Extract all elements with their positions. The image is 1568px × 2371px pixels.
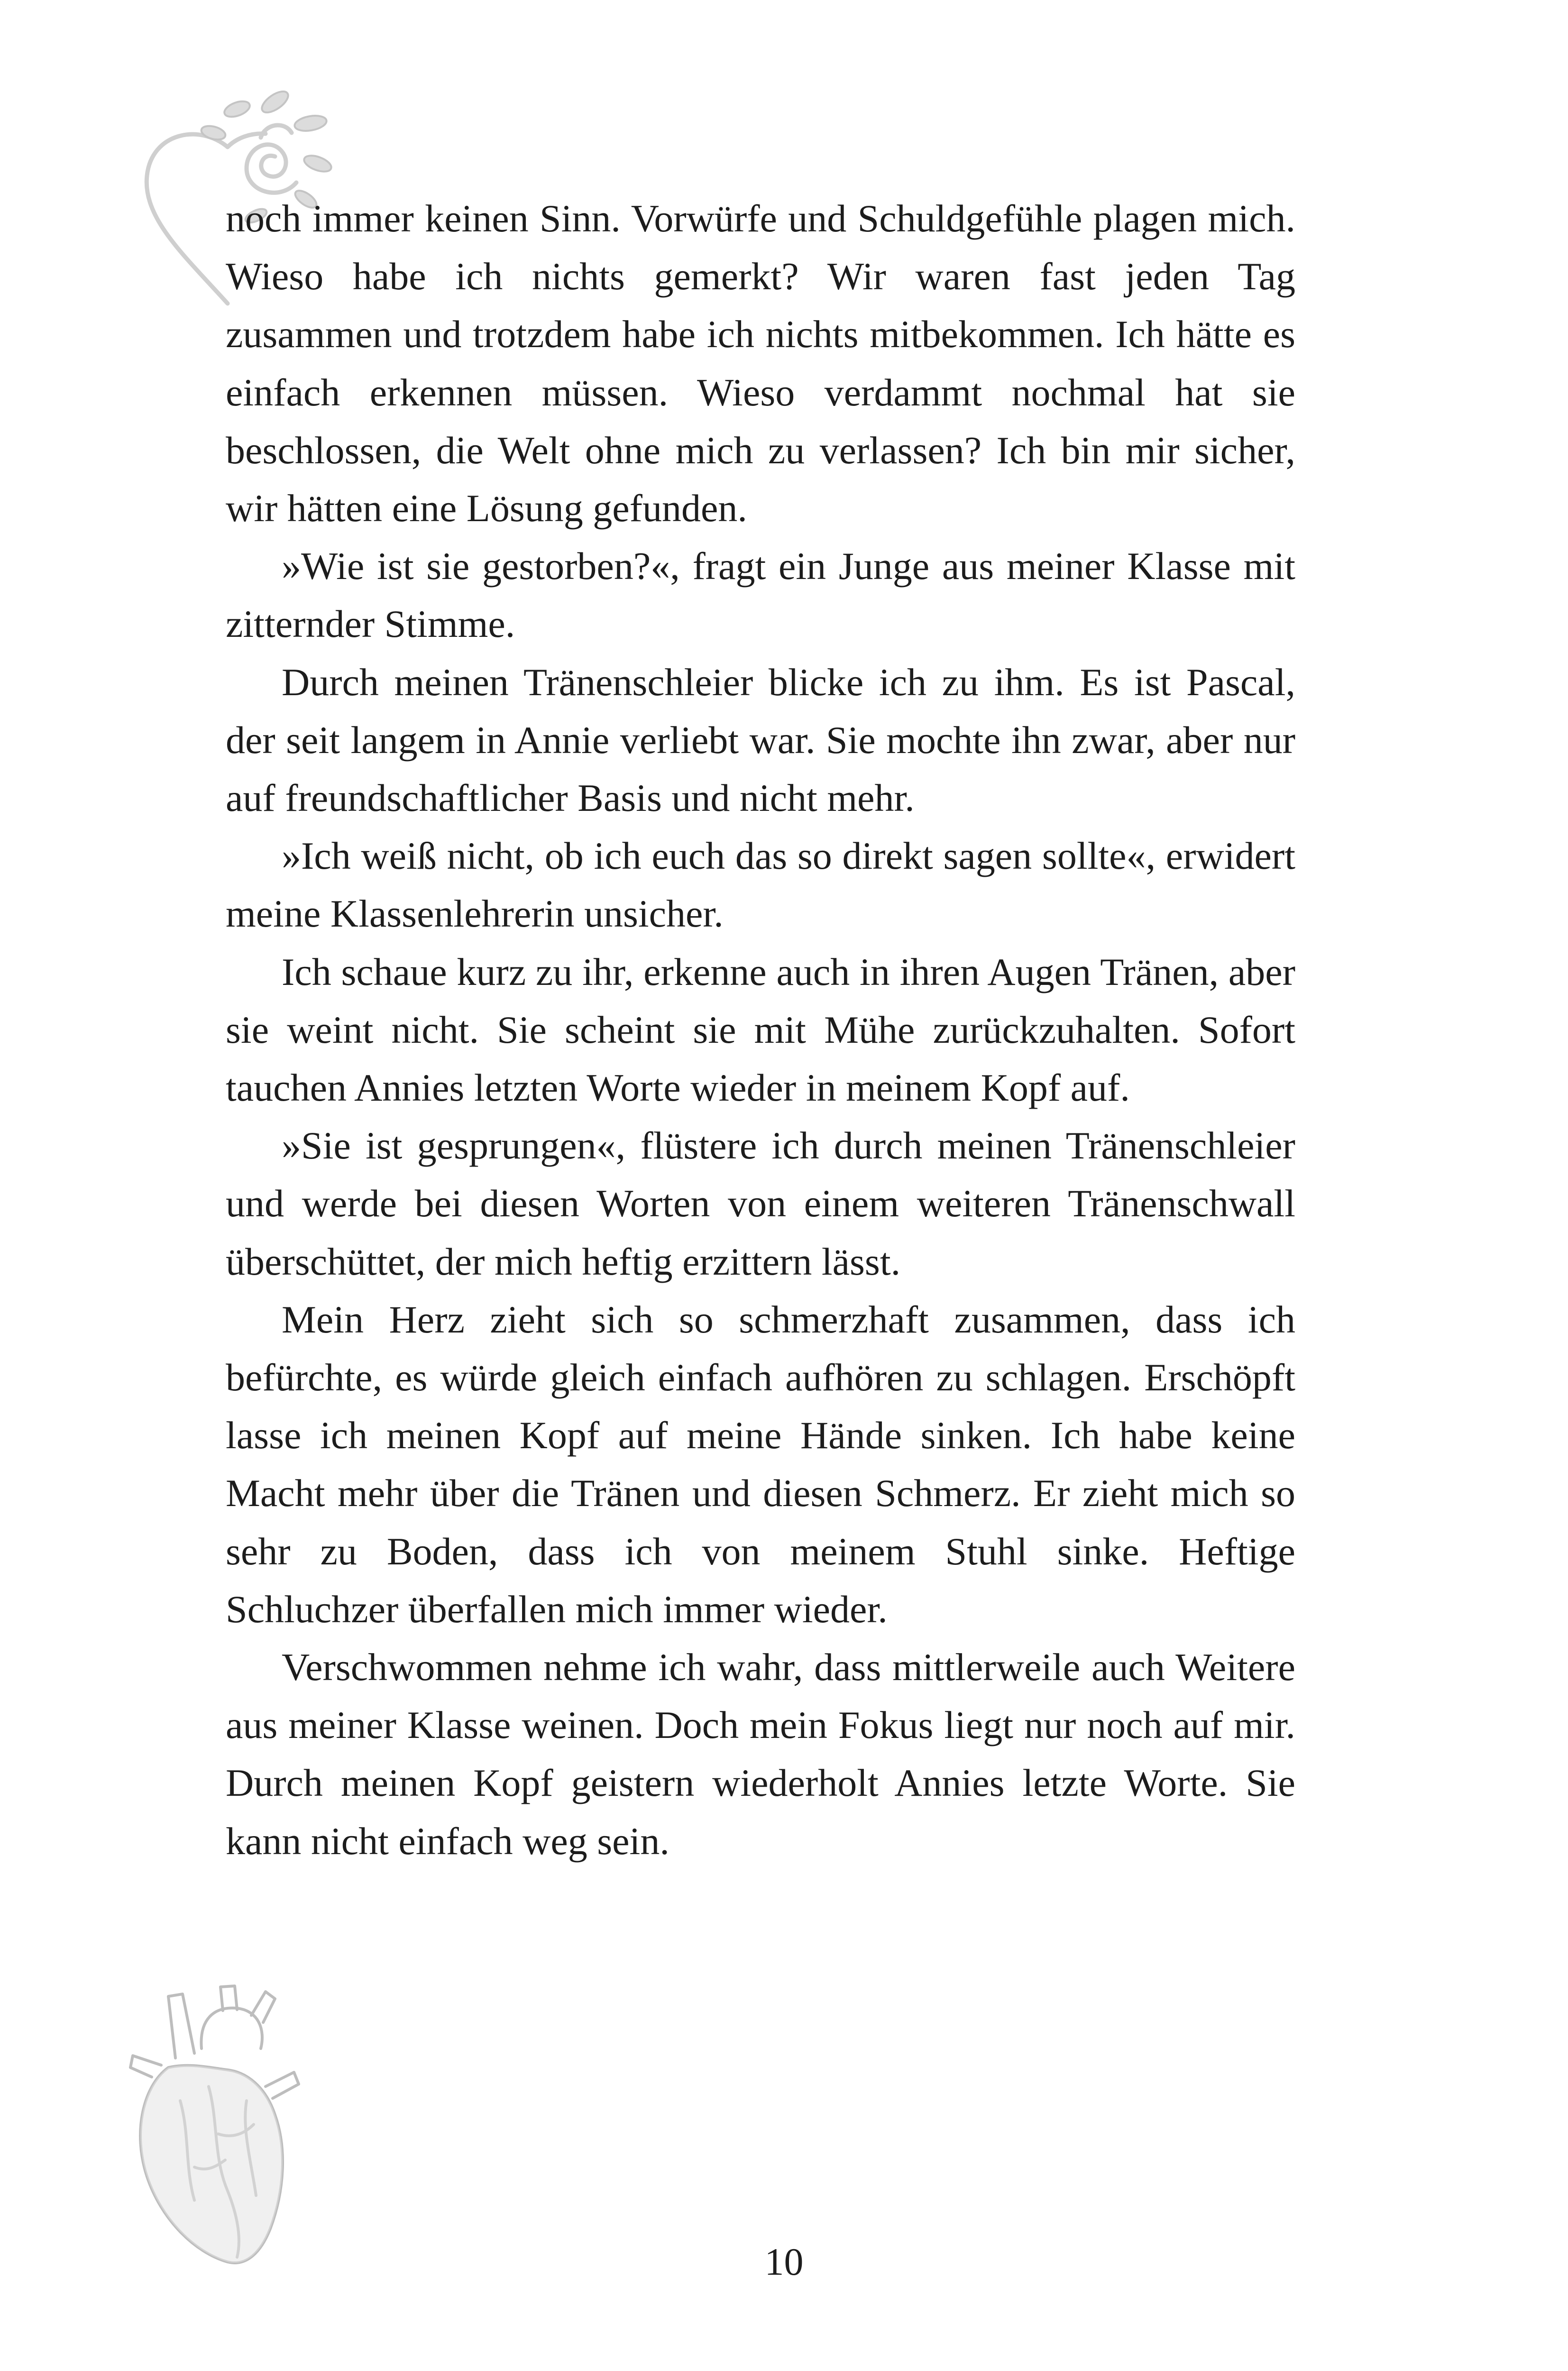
paragraph: Ich schaue kurz zu ihr, erkenne auch in ihren Augen Tränen, aber sie weint nicht. Sie scheint sie mit Mühe zurückzuhalten. Sofort tauchen Annies letzten Worte wieder in meinem Kopf auf.	[226, 950, 1295, 1110]
paragraph: Mein Herz zieht sich so schmerzhaft zusammen, dass ich befürchte, es würde gleich einfach aufhören zu schlagen. Erschöpft lasse ich meinen Kopf auf meine Hände sinken. Ich habe keine Macht mehr über die Tränen und diesen Schmerz. Er zieht mich so sehr zu Boden, dass ich von meinem Stuhl sinke. Heftige Schluchzer überfallen mich immer wieder.	[226, 1297, 1295, 1631]
anatomical-heart-icon	[123, 1977, 332, 2281]
paragraph: Durch meinen Tränenschleier blicke ich zu ihm. Es ist Pascal, der seit langem in Annie verliebt war. Sie mochte ihn zwar, aber nur auf freundschaftlicher Basis und nicht mehr.	[226, 660, 1295, 820]
paragraph: Verschwommen nehme ich wahr, dass mittlerweile auch Weitere aus meiner Klasse weinen. Doch mein Fokus liegt nur noch auf mir. Durch meinen Kopf geistern wiederholt Annies letzte Worte. Sie kann nicht einfach weg sein.	[226, 1645, 1295, 1863]
paragraph: noch immer keinen Sinn. Vorwürfe und Schuldgefühle plagen mich. Wieso habe ich nichts gemerkt? Wir waren fast jeden Tag zusammen und trotzdem habe ich nichts mitbekommen. Ich hätte es einfach erkennen müssen. Wieso verdammt nochmal hat sie beschlossen, die Welt ohne mich zu verlassen? Ich bin mir sicher, wir hätten eine Lösung gefunden.	[226, 197, 1295, 530]
paragraph: »Sie ist gesprungen«, flüstere ich durch meinen Tränenschleier und werde bei diesen Worten von einem weiteren Tränenschwall überschüttet, der mich heftig erzittern lässt.	[226, 1124, 1295, 1283]
paragraph: »Ich weiß nicht, ob ich euch das so direkt sagen sollte«, erwidert meine Klassenlehrerin unsicher.	[226, 834, 1295, 936]
page-number: 10	[764, 2240, 804, 2283]
paragraph: »Wie ist sie gestorben?«, fragt ein Junge aus meiner Klasse mit zitternder Stimme.	[226, 544, 1295, 646]
body-text	[226, 190, 1295, 1870]
